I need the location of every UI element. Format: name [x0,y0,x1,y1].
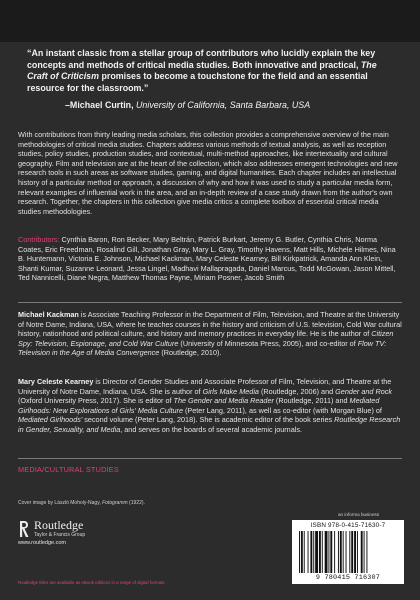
book-description: With contributions from thirty leading media scholars, this collection provides a comprehensive overview of the main methodologies of critical media studies. Chapters address various methods of textual analysis, as well as reception studies, policy studies, production studies, and contextual, multi-method approaches, like intertextuality and cultural geography. Film and television are at the heart of the collection, which also addresses emergent technologies and new research tools in such areas as software studies, gaming, and digital humanities. Each chapter includes an intellectual history of a particular method or approach, a discussion of why and how it was used to study a particular media form, relevant examples of influential work in the area, and an in-depth review of a case study drawn from the author's own research. Together, the chapters in this collection give media critics a complete toolbox of essential critical media studies methodologies. [18,130,398,216]
barcode-bar [343,531,344,573]
bio-book-title: Mediated Girlhoods' [18,415,83,425]
barcode-bar [325,531,328,573]
top-band [0,0,420,42]
publisher-url: www.routledge.com [18,540,66,546]
barcode-bar [340,531,342,573]
barcode-bar [351,531,353,573]
divider [18,458,402,459]
editor-bio-kearney [18,377,402,435]
credit-work-title: Fotogramm [102,500,128,506]
bio-text: (Peter Lang, 2011), as well as co-editor (with Morgan Blue) of [182,405,382,415]
bio-name: Mary Celeste Kearney [18,377,94,386]
contributors-names: Cynthia Baron, Ron Becker, Mary Beltrán, Patrick Burkart, Jeremy G. Butler, Cynthia Chris, Norma Coates, Eric Freedman, Rosalind Gill, Jonathan Gray, Mary L. Gray, Timothy Havens, Matt Hills, Michele Hilmes, Nina B. Huntemann, Victoria E. Johnson, Michael Kackman, Mary Celeste Kearney, Bill Kirkpatrick, Amanda Ann Klein, Shanti Kumar, Suzanne Leonard, Jessa Lingel, Madhavi Mallapragada, Daniel Marcus, Todd McGowan, Jason Mittell, Ted Nannicelli, Diane Negra, Matthew Thomas Payne, Miriam Posner, Jacob Smith [18,235,396,283]
routledge-mark-icon [18,520,30,538]
bio-book-title: Citizen Spy: Television, Espionage, and Cold War Culture [18,329,394,348]
divider [18,302,402,303]
bio-text: (Oxford University Press, 2017). She is editor of [18,396,174,406]
bio-text: (University of Minnesota Press, 2005), and co-editor of [178,338,358,348]
bio-book-title: The Gender and Media Reader [173,396,274,406]
barcode-bar [322,531,323,573]
attribution-affiliation: University of California, Santa Barbara, USA [136,100,311,110]
isbn-label: ISBN 978-0-415-71630-7 [310,522,386,529]
bio-book-title: Mediated Girlhoods: New Explorations of Girls' Media Culture [18,396,380,415]
attribution-name: –Michael Curtin, [65,100,137,110]
bio-text: (Routledge, 2011) and [273,396,350,406]
bio-text: second volume (Peter Lang, 2018). She is academic editor of the book series [82,415,335,425]
publisher-group: Taylor & Francis Group [34,532,86,538]
barcode-bars [298,531,398,573]
barcode-bar [310,531,312,573]
quote-text-end: promises to become a touchstone for the field and an essential resource for the classroom.” [27,71,368,93]
bio-book-title: Gender and Rock [335,386,392,396]
bio-text: (Routledge, 2006) and [258,386,336,396]
bio-text: , and serves on the boards of several academic journals. [120,424,302,434]
barcode-digits: 9 780415 716307 [315,574,381,582]
barcode-bar [299,531,300,573]
barcode-bar [308,531,309,573]
barcode-bar [361,531,363,573]
ebook-note: Routledge titles are available as eBook editions in a range of digital formats [18,580,165,585]
barcode-bar [330,531,332,573]
subject-category: MEDIA/CULTURAL STUDIES [18,465,119,474]
bio-name: Michael Kackman [18,310,79,319]
quote-text: “An instant classic from a stellar group of contributors who lucidly explain the key concepts and methods of critical media studies. Both innovative and practical, [27,48,376,70]
bio-book-title: Routledge Research in Gender, Sexuality, and Media [18,415,401,434]
credit-year: (1922). [127,500,145,506]
credit-text: Cover image by László Moholy-Nagy, [18,500,103,506]
bio-book-title: Flow TV: Television in the Age of Media Convergence [18,338,387,358]
contributors-label: Contributors: [18,235,60,244]
barcode-bar [338,531,339,573]
barcode-bar [354,531,356,573]
cover-image-credit [18,500,145,506]
bio-text: is Director of Gender Studies and Associate Professor of Film, Television, and Theatre at the University of Notre Dame, Indiana, USA. She is author of [18,377,392,396]
quote-attribution [65,100,310,110]
barcode-bar [349,531,350,573]
quote-book-title: The Craft of Criticism [27,59,377,82]
contributors-list [18,235,402,283]
publisher-name: Routledge [34,518,84,532]
barcode-bar [301,531,303,573]
informa-note: an informa business [338,512,380,517]
bio-text: is Associate Teaching Professor in the Department of Film, Television, and Theatre at the University of Notre Dame, Indiana, USA, where he teaches courses in the history and criticism of U.S. television, Cold War cultural history, nationhood and political culture, and history and memory practices in everyday life. He is the author of [18,310,402,339]
endorsement-quote [27,48,397,94]
barcode-bar [313,531,314,573]
barcode-bar [328,531,329,573]
barcode-bar [357,531,358,573]
barcode-bar [366,531,367,573]
barcode-bar [346,531,347,573]
barcode-bar [304,531,305,573]
barcode-bar [334,531,335,573]
editor-bio-kackman [18,310,402,358]
barcode-bar [364,531,365,573]
barcode-bar [315,531,318,573]
isbn-barcode [292,520,404,584]
bio-book-title: Girls Make Media [202,386,259,396]
bio-text: (Routledge, 2010). [159,348,222,358]
barcode-bar [319,531,321,573]
